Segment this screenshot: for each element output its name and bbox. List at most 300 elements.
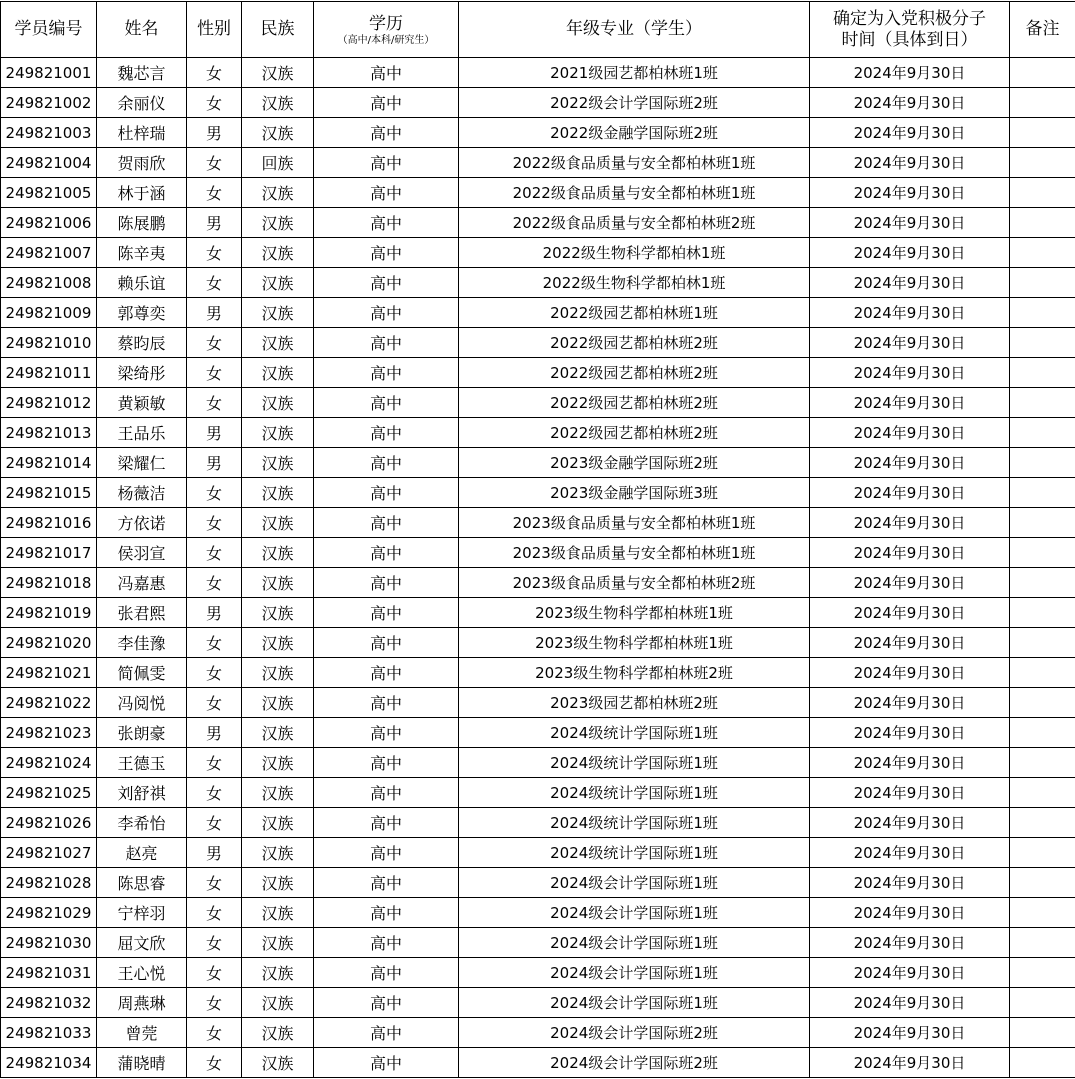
cell-grade-major: 2024级统计学国际班1班	[459, 778, 810, 808]
cell-education: 高中	[314, 268, 459, 298]
cell-education: 高中	[314, 148, 459, 178]
cell-activist-date: 2024年9月30日	[810, 118, 1010, 148]
cell-name: 王德玉	[97, 748, 187, 778]
table-row	[1, 208, 1075, 238]
cell-gender: 男	[187, 448, 242, 478]
cell-student-id: 249821011	[1, 358, 97, 388]
cell-remark	[1010, 898, 1075, 928]
cell-education: 高中	[314, 1018, 459, 1048]
cell-name: 杨薇洁	[97, 478, 187, 508]
cell-name: 冯阅悦	[97, 688, 187, 718]
table-row	[1, 988, 1075, 1018]
cell-name: 蒲晓晴	[97, 1048, 187, 1078]
cell-ethnicity: 汉族	[242, 388, 314, 418]
table-row	[1, 418, 1075, 448]
cell-grade-major: 2022级园艺都柏林班2班	[459, 388, 810, 418]
cell-ethnicity: 汉族	[242, 88, 314, 118]
cell-name: 刘舒祺	[97, 778, 187, 808]
cell-student-id: 249821018	[1, 568, 97, 598]
cell-grade-major: 2024级统计学国际班1班	[459, 808, 810, 838]
cell-name: 黄颖敏	[97, 388, 187, 418]
cell-activist-date: 2024年9月30日	[810, 418, 1010, 448]
cell-grade-major: 2023级园艺都柏林班2班	[459, 688, 810, 718]
cell-name: 冯嘉惠	[97, 568, 187, 598]
cell-name: 梁耀仁	[97, 448, 187, 478]
cell-activist-date: 2024年9月30日	[810, 628, 1010, 658]
cell-grade-major: 2024级统计学国际班1班	[459, 718, 810, 748]
cell-student-id: 249821020	[1, 628, 97, 658]
table-row	[1, 868, 1075, 898]
header-education-note: （高中/本科/研究生）	[337, 34, 435, 46]
cell-name: 曾莞	[97, 1018, 187, 1048]
header-student-id: 学员编号	[1, 2, 97, 58]
cell-ethnicity: 汉族	[242, 958, 314, 988]
cell-student-id: 249821031	[1, 958, 97, 988]
cell-ethnicity: 汉族	[242, 988, 314, 1018]
table-header	[1, 2, 1075, 58]
cell-activist-date: 2024年9月30日	[810, 718, 1010, 748]
cell-gender: 女	[187, 148, 242, 178]
table-row	[1, 478, 1075, 508]
cell-grade-major: 2022级园艺都柏林班1班	[459, 298, 810, 328]
cell-student-id: 249821009	[1, 298, 97, 328]
cell-remark	[1010, 118, 1075, 148]
cell-grade-major: 2024级会计学国际班1班	[459, 958, 810, 988]
cell-student-id: 249821010	[1, 328, 97, 358]
cell-activist-date: 2024年9月30日	[810, 898, 1010, 928]
cell-student-id: 249821027	[1, 838, 97, 868]
cell-ethnicity: 汉族	[242, 808, 314, 838]
cell-grade-major: 2024级会计学国际班1班	[459, 928, 810, 958]
cell-remark	[1010, 538, 1075, 568]
cell-activist-date: 2024年9月30日	[810, 388, 1010, 418]
cell-ethnicity: 汉族	[242, 118, 314, 148]
cell-grade-major: 2022级生物科学都柏林1班	[459, 238, 810, 268]
cell-student-id: 249821029	[1, 898, 97, 928]
cell-name: 屈文欣	[97, 928, 187, 958]
cell-remark	[1010, 58, 1075, 88]
table-row	[1, 388, 1075, 418]
cell-gender: 女	[187, 868, 242, 898]
cell-remark	[1010, 448, 1075, 478]
cell-remark	[1010, 988, 1075, 1018]
cell-activist-date: 2024年9月30日	[810, 748, 1010, 778]
cell-education: 高中	[314, 328, 459, 358]
cell-gender: 女	[187, 238, 242, 268]
header-education	[314, 2, 459, 58]
cell-remark	[1010, 808, 1075, 838]
cell-student-id: 249821004	[1, 148, 97, 178]
cell-name: 郭尊奕	[97, 298, 187, 328]
cell-ethnicity: 汉族	[242, 748, 314, 778]
cell-gender: 男	[187, 838, 242, 868]
cell-grade-major: 2022级食品质量与安全都柏林班1班	[459, 178, 810, 208]
header-education-label: 学历	[369, 13, 403, 34]
cell-student-id: 249821028	[1, 868, 97, 898]
cell-activist-date: 2024年9月30日	[810, 598, 1010, 628]
cell-ethnicity: 汉族	[242, 628, 314, 658]
table-row	[1, 808, 1075, 838]
cell-education: 高中	[314, 508, 459, 538]
cell-activist-date: 2024年9月30日	[810, 358, 1010, 388]
cell-gender: 女	[187, 928, 242, 958]
table-row	[1, 568, 1075, 598]
cell-gender: 女	[187, 1018, 242, 1048]
cell-grade-major: 2022级园艺都柏林班2班	[459, 418, 810, 448]
cell-remark	[1010, 208, 1075, 238]
cell-gender: 女	[187, 688, 242, 718]
cell-education: 高中	[314, 178, 459, 208]
cell-name: 赵亮	[97, 838, 187, 868]
cell-student-id: 249821032	[1, 988, 97, 1018]
cell-name: 简佩雯	[97, 658, 187, 688]
cell-name: 陈辛夷	[97, 238, 187, 268]
cell-name: 魏芯言	[97, 58, 187, 88]
cell-name: 王心悦	[97, 958, 187, 988]
table-row	[1, 448, 1075, 478]
cell-activist-date: 2024年9月30日	[810, 508, 1010, 538]
cell-grade-major: 2023级金融学国际班3班	[459, 478, 810, 508]
cell-education: 高中	[314, 898, 459, 928]
cell-activist-date: 2024年9月30日	[810, 988, 1010, 1018]
header-date-line2: 时间（具体到日）	[841, 29, 978, 50]
cell-education: 高中	[314, 448, 459, 478]
cell-remark	[1010, 868, 1075, 898]
cell-education: 高中	[314, 478, 459, 508]
cell-education: 高中	[314, 748, 459, 778]
cell-grade-major: 2022级会计学国际班2班	[459, 88, 810, 118]
cell-remark	[1010, 838, 1075, 868]
cell-gender: 女	[187, 538, 242, 568]
cell-gender: 女	[187, 958, 242, 988]
cell-activist-date: 2024年9月30日	[810, 178, 1010, 208]
cell-ethnicity: 汉族	[242, 778, 314, 808]
cell-ethnicity: 汉族	[242, 508, 314, 538]
cell-education: 高中	[314, 658, 459, 688]
cell-activist-date: 2024年9月30日	[810, 328, 1010, 358]
cell-education: 高中	[314, 388, 459, 418]
cell-student-id: 249821030	[1, 928, 97, 958]
cell-gender: 女	[187, 658, 242, 688]
cell-education: 高中	[314, 208, 459, 238]
cell-student-id: 249821006	[1, 208, 97, 238]
cell-ethnicity: 汉族	[242, 1018, 314, 1048]
cell-education: 高中	[314, 418, 459, 448]
cell-student-id: 249821001	[1, 58, 97, 88]
cell-activist-date: 2024年9月30日	[810, 568, 1010, 598]
table-row	[1, 1018, 1075, 1048]
cell-student-id: 249821017	[1, 538, 97, 568]
cell-grade-major: 2021级园艺都柏林班1班	[459, 58, 810, 88]
table-row	[1, 628, 1075, 658]
cell-activist-date: 2024年9月30日	[810, 538, 1010, 568]
cell-grade-major: 2022级园艺都柏林班2班	[459, 358, 810, 388]
cell-education: 高中	[314, 958, 459, 988]
cell-grade-major: 2023级食品质量与安全都柏林班2班	[459, 568, 810, 598]
cell-name: 张君熙	[97, 598, 187, 628]
cell-gender: 女	[187, 268, 242, 298]
cell-education: 高中	[314, 238, 459, 268]
cell-gender: 女	[187, 508, 242, 538]
cell-remark	[1010, 598, 1075, 628]
cell-activist-date: 2024年9月30日	[810, 478, 1010, 508]
cell-activist-date: 2024年9月30日	[810, 958, 1010, 988]
cell-student-id: 249821026	[1, 808, 97, 838]
cell-ethnicity: 汉族	[242, 238, 314, 268]
cell-remark	[1010, 958, 1075, 988]
cell-name: 林于涵	[97, 178, 187, 208]
cell-remark	[1010, 748, 1075, 778]
cell-grade-major: 2023级生物科学都柏林班1班	[459, 628, 810, 658]
cell-gender: 女	[187, 58, 242, 88]
cell-education: 高中	[314, 118, 459, 148]
cell-student-id: 249821016	[1, 508, 97, 538]
header-ethnicity: 民族	[242, 2, 314, 58]
cell-gender: 男	[187, 718, 242, 748]
cell-name: 梁绮彤	[97, 358, 187, 388]
cell-education: 高中	[314, 88, 459, 118]
cell-gender: 女	[187, 478, 242, 508]
cell-student-id: 249821023	[1, 718, 97, 748]
cell-activist-date: 2024年9月30日	[810, 148, 1010, 178]
header-date-line1: 确定为入党积极分子	[833, 8, 986, 29]
cell-remark	[1010, 178, 1075, 208]
cell-ethnicity: 汉族	[242, 328, 314, 358]
table-row	[1, 238, 1075, 268]
cell-ethnicity: 汉族	[242, 898, 314, 928]
cell-grade-major: 2023级食品质量与安全都柏林班1班	[459, 508, 810, 538]
table-row	[1, 118, 1075, 148]
cell-grade-major: 2022级食品质量与安全都柏林班1班	[459, 148, 810, 178]
cell-gender: 女	[187, 628, 242, 658]
table-row	[1, 928, 1075, 958]
cell-remark	[1010, 778, 1075, 808]
cell-gender: 女	[187, 568, 242, 598]
cell-name: 李希怡	[97, 808, 187, 838]
header-grade-major: 年级专业（学生）	[459, 2, 810, 58]
table-row	[1, 658, 1075, 688]
cell-name: 王品乐	[97, 418, 187, 448]
cell-gender: 女	[187, 388, 242, 418]
table-row	[1, 748, 1075, 778]
cell-ethnicity: 汉族	[242, 1048, 314, 1078]
cell-ethnicity: 汉族	[242, 298, 314, 328]
cell-education: 高中	[314, 988, 459, 1018]
cell-name: 张朗豪	[97, 718, 187, 748]
cell-activist-date: 2024年9月30日	[810, 1018, 1010, 1048]
cell-activist-date: 2024年9月30日	[810, 928, 1010, 958]
cell-name: 陈思睿	[97, 868, 187, 898]
cell-education: 高中	[314, 1048, 459, 1078]
cell-ethnicity: 汉族	[242, 658, 314, 688]
table-row	[1, 538, 1075, 568]
cell-student-id: 249821021	[1, 658, 97, 688]
cell-student-id: 249821008	[1, 268, 97, 298]
header-remark: 备注	[1010, 2, 1075, 58]
table-row	[1, 178, 1075, 208]
table-row	[1, 298, 1075, 328]
table-row	[1, 778, 1075, 808]
cell-student-id: 249821013	[1, 418, 97, 448]
cell-ethnicity: 汉族	[242, 868, 314, 898]
table-row	[1, 838, 1075, 868]
cell-student-id: 249821012	[1, 388, 97, 418]
cell-ethnicity: 回族	[242, 148, 314, 178]
cell-name: 赖乐谊	[97, 268, 187, 298]
table-row	[1, 58, 1075, 88]
cell-student-id: 249821003	[1, 118, 97, 148]
cell-student-id: 249821007	[1, 238, 97, 268]
cell-gender: 女	[187, 1048, 242, 1078]
cell-gender: 女	[187, 748, 242, 778]
cell-grade-major: 2022级生物科学都柏林1班	[459, 268, 810, 298]
cell-remark	[1010, 268, 1075, 298]
cell-grade-major: 2022级金融学国际班2班	[459, 118, 810, 148]
cell-remark	[1010, 658, 1075, 688]
cell-education: 高中	[314, 808, 459, 838]
cell-education: 高中	[314, 868, 459, 898]
cell-gender: 女	[187, 88, 242, 118]
cell-student-id: 249821005	[1, 178, 97, 208]
cell-activist-date: 2024年9月30日	[810, 808, 1010, 838]
cell-activist-date: 2024年9月30日	[810, 778, 1010, 808]
cell-activist-date: 2024年9月30日	[810, 268, 1010, 298]
table-row	[1, 958, 1075, 988]
table-row	[1, 598, 1075, 628]
cell-ethnicity: 汉族	[242, 268, 314, 298]
cell-grade-major: 2023级生物科学都柏林班1班	[459, 598, 810, 628]
cell-gender: 男	[187, 208, 242, 238]
cell-remark	[1010, 298, 1075, 328]
cell-remark	[1010, 1018, 1075, 1048]
cell-gender: 女	[187, 358, 242, 388]
cell-grade-major: 2024级会计学国际班2班	[459, 1018, 810, 1048]
cell-student-id: 249821024	[1, 748, 97, 778]
cell-ethnicity: 汉族	[242, 688, 314, 718]
cell-student-id: 249821002	[1, 88, 97, 118]
table-body	[1, 58, 1075, 1078]
cell-student-id: 249821015	[1, 478, 97, 508]
table-row	[1, 268, 1075, 298]
cell-education: 高中	[314, 838, 459, 868]
cell-education: 高中	[314, 688, 459, 718]
cell-remark	[1010, 328, 1075, 358]
cell-ethnicity: 汉族	[242, 598, 314, 628]
cell-gender: 男	[187, 298, 242, 328]
cell-gender: 女	[187, 178, 242, 208]
header-gender: 性别	[187, 2, 242, 58]
cell-name: 蔡昀辰	[97, 328, 187, 358]
cell-remark	[1010, 928, 1075, 958]
cell-name: 宁梓羽	[97, 898, 187, 928]
cell-student-id: 249821019	[1, 598, 97, 628]
cell-student-id: 249821034	[1, 1048, 97, 1078]
cell-ethnicity: 汉族	[242, 208, 314, 238]
cell-ethnicity: 汉族	[242, 448, 314, 478]
cell-activist-date: 2024年9月30日	[810, 58, 1010, 88]
cell-gender: 男	[187, 118, 242, 148]
cell-grade-major: 2023级生物科学都柏林班2班	[459, 658, 810, 688]
cell-ethnicity: 汉族	[242, 358, 314, 388]
table-row	[1, 898, 1075, 928]
cell-activist-date: 2024年9月30日	[810, 658, 1010, 688]
cell-remark	[1010, 628, 1075, 658]
cell-ethnicity: 汉族	[242, 568, 314, 598]
cell-activist-date: 2024年9月30日	[810, 688, 1010, 718]
cell-education: 高中	[314, 628, 459, 658]
cell-activist-date: 2024年9月30日	[810, 238, 1010, 268]
cell-grade-major: 2024级会计学国际班1班	[459, 988, 810, 1018]
cell-activist-date: 2024年9月30日	[810, 868, 1010, 898]
cell-grade-major: 2022级园艺都柏林班2班	[459, 328, 810, 358]
cell-grade-major: 2024级会计学国际班1班	[459, 868, 810, 898]
cell-ethnicity: 汉族	[242, 538, 314, 568]
cell-education: 高中	[314, 718, 459, 748]
cell-grade-major: 2023级食品质量与安全都柏林班1班	[459, 538, 810, 568]
cell-grade-major: 2024级统计学国际班1班	[459, 748, 810, 778]
cell-ethnicity: 汉族	[242, 718, 314, 748]
cell-activist-date: 2024年9月30日	[810, 298, 1010, 328]
cell-gender: 女	[187, 988, 242, 1018]
cell-remark	[1010, 508, 1075, 538]
cell-student-id: 249821033	[1, 1018, 97, 1048]
cell-grade-major: 2024级统计学国际班1班	[459, 838, 810, 868]
header-activist-date	[810, 2, 1010, 58]
cell-name: 李佳豫	[97, 628, 187, 658]
cell-student-id: 249821022	[1, 688, 97, 718]
cell-remark	[1010, 388, 1075, 418]
cell-name: 贺雨欣	[97, 148, 187, 178]
cell-remark	[1010, 418, 1075, 448]
cell-remark	[1010, 568, 1075, 598]
cell-remark	[1010, 478, 1075, 508]
cell-gender: 男	[187, 418, 242, 448]
table-row	[1, 508, 1075, 538]
cell-remark	[1010, 88, 1075, 118]
cell-remark	[1010, 238, 1075, 268]
cell-grade-major: 2023级金融学国际班2班	[459, 448, 810, 478]
cell-name: 陈展鹏	[97, 208, 187, 238]
header-name: 姓名	[97, 2, 187, 58]
cell-name: 侯羽宣	[97, 538, 187, 568]
cell-student-id: 249821014	[1, 448, 97, 478]
cell-activist-date: 2024年9月30日	[810, 88, 1010, 118]
cell-student-id: 249821025	[1, 778, 97, 808]
table-row	[1, 148, 1075, 178]
cell-education: 高中	[314, 538, 459, 568]
cell-activist-date: 2024年9月30日	[810, 208, 1010, 238]
cell-grade-major: 2024级会计学国际班2班	[459, 1048, 810, 1078]
table-row	[1, 688, 1075, 718]
cell-remark	[1010, 1048, 1075, 1078]
cell-remark	[1010, 148, 1075, 178]
table-row	[1, 88, 1075, 118]
cell-gender: 女	[187, 328, 242, 358]
cell-remark	[1010, 718, 1075, 748]
cell-name: 周燕琳	[97, 988, 187, 1018]
cell-grade-major: 2024级会计学国际班1班	[459, 898, 810, 928]
cell-ethnicity: 汉族	[242, 178, 314, 208]
cell-activist-date: 2024年9月30日	[810, 838, 1010, 868]
cell-gender: 男	[187, 598, 242, 628]
cell-remark	[1010, 688, 1075, 718]
cell-ethnicity: 汉族	[242, 838, 314, 868]
cell-education: 高中	[314, 928, 459, 958]
cell-gender: 女	[187, 808, 242, 838]
cell-education: 高中	[314, 778, 459, 808]
cell-ethnicity: 汉族	[242, 928, 314, 958]
cell-activist-date: 2024年9月30日	[810, 448, 1010, 478]
